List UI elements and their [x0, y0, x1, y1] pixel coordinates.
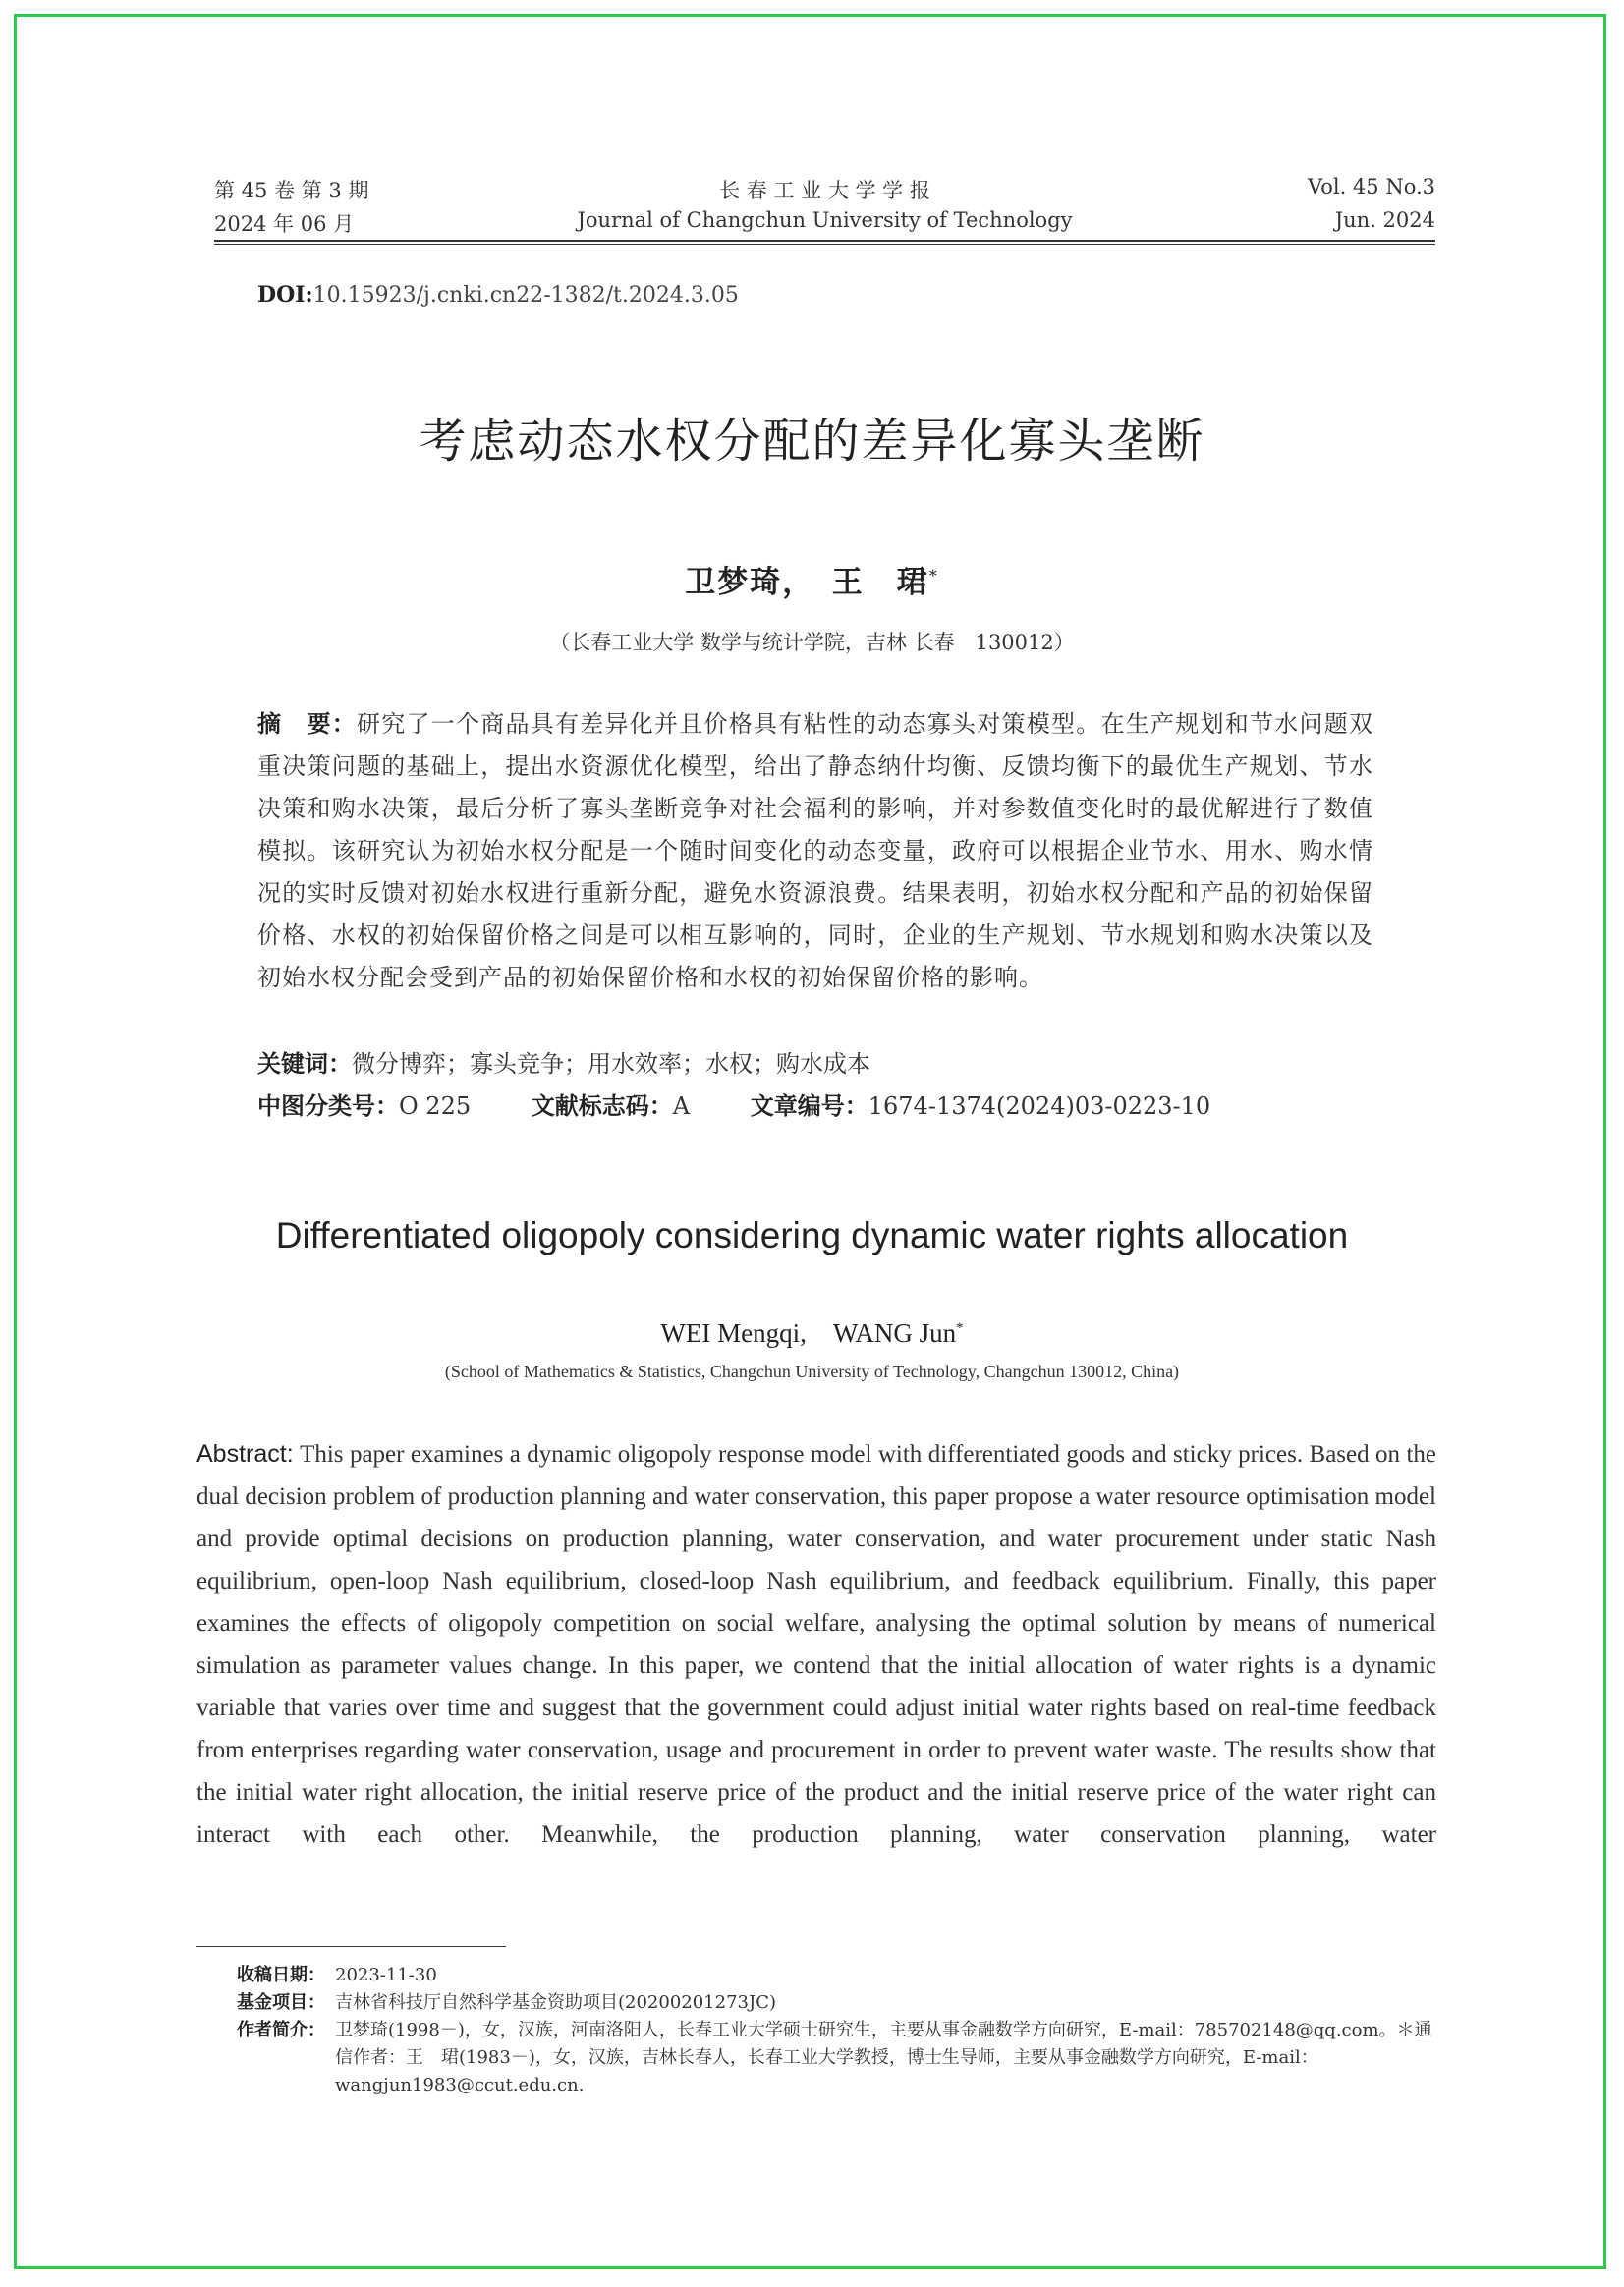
abstract-cn [257, 703, 1373, 999]
bio-label: 作者简介： [237, 2020, 325, 2040]
volume-en: Vol. 45 No.3 [1307, 175, 1435, 198]
received-label: 收稿日期： [237, 1965, 325, 1985]
authors-cn [0, 557, 1624, 601]
keywords-cn-label: 关键词： [257, 1050, 352, 1078]
affiliation-cn: （长春工业大学 数学与统计学院，吉林 长春 130012） [549, 631, 1075, 654]
date-en: Jun. 2024 [1334, 208, 1435, 232]
received-value: 2023-11-30 [335, 1965, 437, 1985]
keywords-cn [257, 1044, 870, 1079]
doc-code-value: A [672, 1092, 691, 1120]
clc-label: 中图分类号： [257, 1092, 399, 1120]
footnote-received [237, 1962, 1437, 1989]
doc-code-group [532, 1092, 690, 1120]
clc-group [257, 1092, 471, 1120]
journal-title-cn: 长 春 工 业 大 学 学 报 [719, 179, 930, 202]
footnote-fund [237, 1989, 1437, 2017]
footnote-rule [196, 1946, 506, 1947]
bio-value: 卫梦琦(1998－)，女，汉族，河南洛阳人，长春工业大学硕士研究生，主要从事金融数学方向研究，E-mail：785702148@qq.com。＊通信作者：王 珺(1983－)，女，汉族，吉林长春人，长春工业大学教授，博士生导师，主要从事金融数学方向研究，E-mail：wangjun1983@ccut.edu.cn. [335, 2020, 1432, 2095]
affiliation-en: (School of Mathematics & Statistics, Changchun University of Technology, Changchun 130012, China) [444, 1362, 1180, 1381]
abstract-en-label: Abstract: [196, 1440, 294, 1468]
volume-cn: 第 45 卷 第 3 期 [214, 179, 369, 202]
date-cn: 2024 年 06 月 [214, 212, 355, 236]
authors-en [0, 1311, 1624, 1350]
abstract-en-text: This paper examines a dynamic oligopoly response model with differentiated goods and sticky prices. Based on the dual decision problem of production planning and water conservation, this paper propose a water resource optimisation model and provide optimal decisions on production planning, water conservation, and water procurement under static Nash equilibrium, open-loop Nash equilibrium, closed-loop Nash equilibrium, and feedback equilibrium. Finally, this paper examines the effects of oligopoly competition on social welfare, analysing the optimal solution by means of numerical simulation as parameter values change. In this paper, we contend that the initial allocation of water rights is a dynamic variable that varies over time and suggest that the government could adjust initial water rights based on real-time feedback from enterprises regarding water conservation, usage and procurement in order to prevent water waste. The results show that the initial water right allocation, the initial reserve price of the product and the initial reserve price of the water right can interact with each other. Meanwhile, the production planning, water conservation planning, water [196, 1441, 1437, 1848]
classification-row [257, 1087, 1373, 1121]
article-number-label: 文章编号： [750, 1092, 868, 1120]
article-number-group [751, 1092, 1210, 1120]
doc-code-label: 文献标志码： [531, 1092, 673, 1120]
corresponding-mark-en: * [956, 1320, 964, 1336]
author-names-cn: 卫梦琦， 王 珺 [685, 565, 929, 600]
fund-value: 吉林省科技厅自然科学基金资助项目(20200201273JC) [335, 1992, 777, 2013]
doi-label: DOI: [257, 282, 313, 307]
header-rule-thin [214, 244, 1435, 245]
keywords-cn-text: 微分博弈；寡头竞争；用水效率；水权；购水成本 [352, 1050, 870, 1078]
abstract-cn-label: 摘 要： [257, 710, 357, 738]
paper-title-en: Differentiated oligopoly considering dynamic water rights allocation [275, 1215, 1349, 1255]
page-border [14, 14, 1606, 2269]
abstract-cn-text: 研究了一个商品具有差异化并且价格具有粘性的动态寡头对策模型。在生产规划和节水问题双重决策问题的基础上，提出水资源优化模型，给出了静态纳什均衡、反馈均衡下的最优生产规划、节水决策和购水决策，最后分析了寡头垄断竞争对社会福利的影响，并对参数值变化时的最优解进行了数值模拟。该研究认为初始水权分配是一个随时间变化的动态变量，政府可以根据企业节水、用水、购水情况的实时反馈对初始水权进行重新分配，避免水资源浪费。结果表明，初始水权分配和产品的初始保留价格、水权的初始保留价格之间是可以相互影响的，同时，企业的生产规划、节水规划和购水决策以及初始水权分配会受到产品的初始保留价格和水权的初始保留价格的影响。 [257, 710, 1373, 991]
header-rule [214, 240, 1435, 242]
abstract-en [196, 1433, 1436, 1856]
clc-value: O 225 [399, 1092, 472, 1120]
paper-title-cn: 考虑动态水权分配的差异化寡头垄断 [419, 414, 1205, 469]
footnote-author-bio [237, 2017, 1437, 2099]
article-number-value: 1674-1374(2024)03-0223-10 [868, 1092, 1211, 1120]
fund-label: 基金项目： [237, 1992, 325, 2013]
corresponding-mark-cn: * [928, 566, 939, 586]
doi-value[interactable]: 10.15923/j.cnki.cn22-1382/t.2024.3.05 [312, 283, 739, 307]
journal-title-en: Journal of Changchun University of Technology [577, 208, 1073, 232]
author-names-en: WEI Mengqi, WANG Jun [660, 1318, 957, 1348]
doi-line [257, 282, 739, 307]
